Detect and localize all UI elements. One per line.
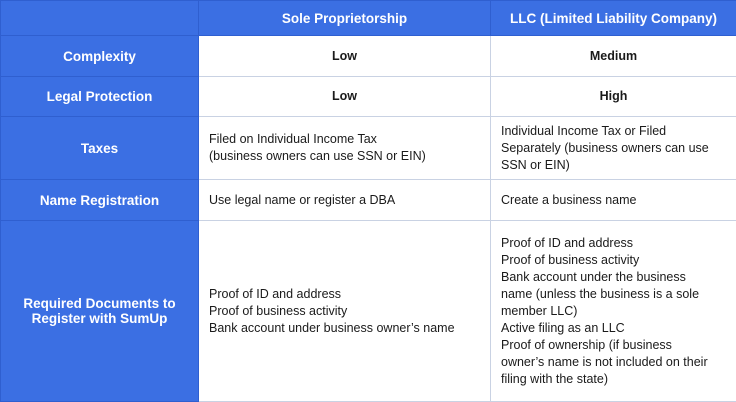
text-line: Active filing as an LLC xyxy=(501,320,726,337)
text-line: Use legal name or register a DBA xyxy=(209,192,480,209)
row-label-legal-protection: Legal Protection xyxy=(1,77,199,117)
text-line: Proof of business activity xyxy=(501,252,726,269)
text-line: Proof of ID and address xyxy=(209,286,480,303)
text-line: Bank account under the business xyxy=(501,269,726,286)
row-name-registration xyxy=(1,180,736,221)
row-label-line: Required Documents to xyxy=(9,296,190,311)
text-line: Create a business name xyxy=(501,192,726,209)
header-corner-cell xyxy=(1,1,199,36)
text-line: owner’s name is not included on their xyxy=(501,354,726,371)
text-line: filing with the state) xyxy=(501,371,726,388)
cell-llc-legal-protection: High xyxy=(491,77,736,117)
text-line: Individual Income Tax or Filed xyxy=(501,123,726,140)
row-legal-protection xyxy=(1,77,736,117)
text-line: member LLC) xyxy=(501,303,726,320)
row-taxes xyxy=(1,117,736,180)
header-row xyxy=(1,1,736,36)
text-line: Bank account under business owner’s name xyxy=(209,320,480,337)
row-label-line: Register with SumUp xyxy=(9,311,190,326)
cell-sole-legal-protection: Low xyxy=(199,77,491,117)
text-line: Filed on Individual Income Tax xyxy=(209,131,480,148)
text-line: name (unless the business is a sole xyxy=(501,286,726,303)
cell-sole-taxes xyxy=(199,117,491,180)
text-line: (business owners can use SSN or EIN) xyxy=(209,148,480,165)
text-line: Proof of ID and address xyxy=(501,235,726,252)
cell-sole-complexity: Low xyxy=(199,36,491,77)
row-label-taxes: Taxes xyxy=(1,117,199,180)
text-line: SSN or EIN) xyxy=(501,157,726,174)
text-line: Separately (business owners can use xyxy=(501,140,726,157)
row-required-documents xyxy=(1,221,736,402)
row-label-complexity: Complexity xyxy=(1,36,199,77)
cell-llc-complexity: Medium xyxy=(491,36,736,77)
cell-llc-taxes xyxy=(491,117,736,180)
header-llc: LLC (Limited Liability Company) xyxy=(491,1,736,36)
text-line: Proof of business activity xyxy=(209,303,480,320)
row-label-required-documents xyxy=(1,221,199,402)
cell-llc-name-registration xyxy=(491,180,736,221)
row-complexity xyxy=(1,36,736,77)
header-sole-proprietorship: Sole Proprietorship xyxy=(199,1,491,36)
cell-llc-required-documents xyxy=(491,221,736,402)
text-line: Proof of ownership (if business xyxy=(501,337,726,354)
cell-sole-name-registration xyxy=(199,180,491,221)
cell-sole-required-documents xyxy=(199,221,491,402)
row-label-name-registration: Name Registration xyxy=(1,180,199,221)
